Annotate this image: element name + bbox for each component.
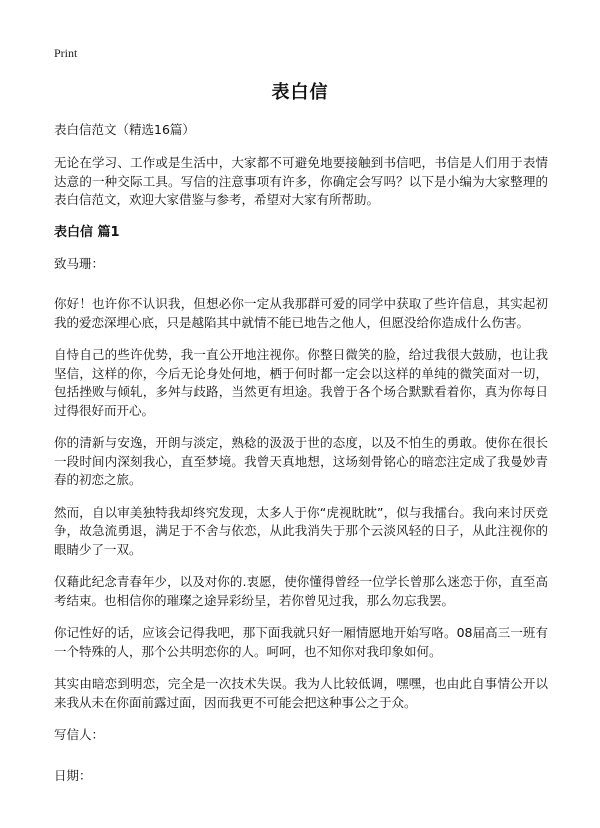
page-title: 表白信 <box>271 82 329 103</box>
section-heading: 表白信 篇1 <box>54 224 120 240</box>
document-body <box>54 121 548 799</box>
writer-label: 写信人： <box>54 727 105 742</box>
print-link[interactable]: Print <box>54 46 78 60</box>
letter-greeting: 致马珊： <box>54 255 105 271</box>
document-subtitle: 表白信范文（精选16篇） <box>54 122 195 137</box>
letter-paragraph-1: 你好！也许你不认识我，但想必你一定从我那群可爱的同学中获取了些许信息，其实起初我的爱恋深埋心底，只是越陷其中就情不能已地告之他人，但愿没给你造成什么伤害。 <box>54 296 548 330</box>
letter-paragraph-3: 你的清新与安逸，开朗与淡定，熟稔的汲汲于世的态度，以及不怕生的勇敢。使你在很长一段时间内深刻我心，直至梦境。我曾天真地想，这场刻骨铭心的暗恋注定成了我曼妙青春的初恋之旅。 <box>54 435 548 487</box>
intro-paragraph: 无论在学习、工作或是生活中，大家都不可避免地要接触到书信吧，书信是人们用于表情达意的一种交际工具。写信的注意事项有许多，你确定会写吗？以下是小编为大家整理的表白信范文，欢迎大家借鉴与参考，希望对大家有所帮助。 <box>54 155 548 207</box>
letter-paragraph-2: 自恃自己的些许优势，我一直公开地注视你。你整日微笑的脸，给过我很大鼓励，也让我坚信，这样的你，今后无论身处何地，栖于何时都一定会以这样的单纯的微笑面对一切，包括挫败与倾轧，多舛与歧路，当然更有坦途。我曾于各个场合默默看着你，真为你每日过得很好而开心。 <box>54 347 548 418</box>
letter-paragraph-7: 其实由暗恋到明恋，完全是一次技术失误。我为人比较低调，嘿嘿，也由此自事情公开以来我从未在你面前露过面，因而我更不可能会把这种事公之于众。 <box>54 676 548 710</box>
date-label: 日期： <box>54 767 92 783</box>
letter-paragraph-6: 你记性好的话，应该会记得我吧，那下面我就只好一厢情愿地开始写咯。08届高三一班有一个特殊的人，那个公共明恋你的人。呵呵，也不知你对我印象如何。 <box>54 625 548 659</box>
letter-paragraph-4: 然而，自以审美独特我却终究发现，太多人于你“虎视眈眈”，似与我擂台。我向来讨厌竞争，故急流勇退，满足于不舍与依恋，从此我消失于那个云淡风轻的日子，从此注视你的眼睛少了一双。 <box>54 504 548 557</box>
letter-paragraph-5: 仅藉此纪念青春年少，以及对你的.衷愿，使你懂得曾经一位学长曾那么迷恋于你，直至高考结束。也相信你的璀璨之途异彩纷呈，若你曾见过我，那么勿忘我罢。 <box>54 574 548 608</box>
